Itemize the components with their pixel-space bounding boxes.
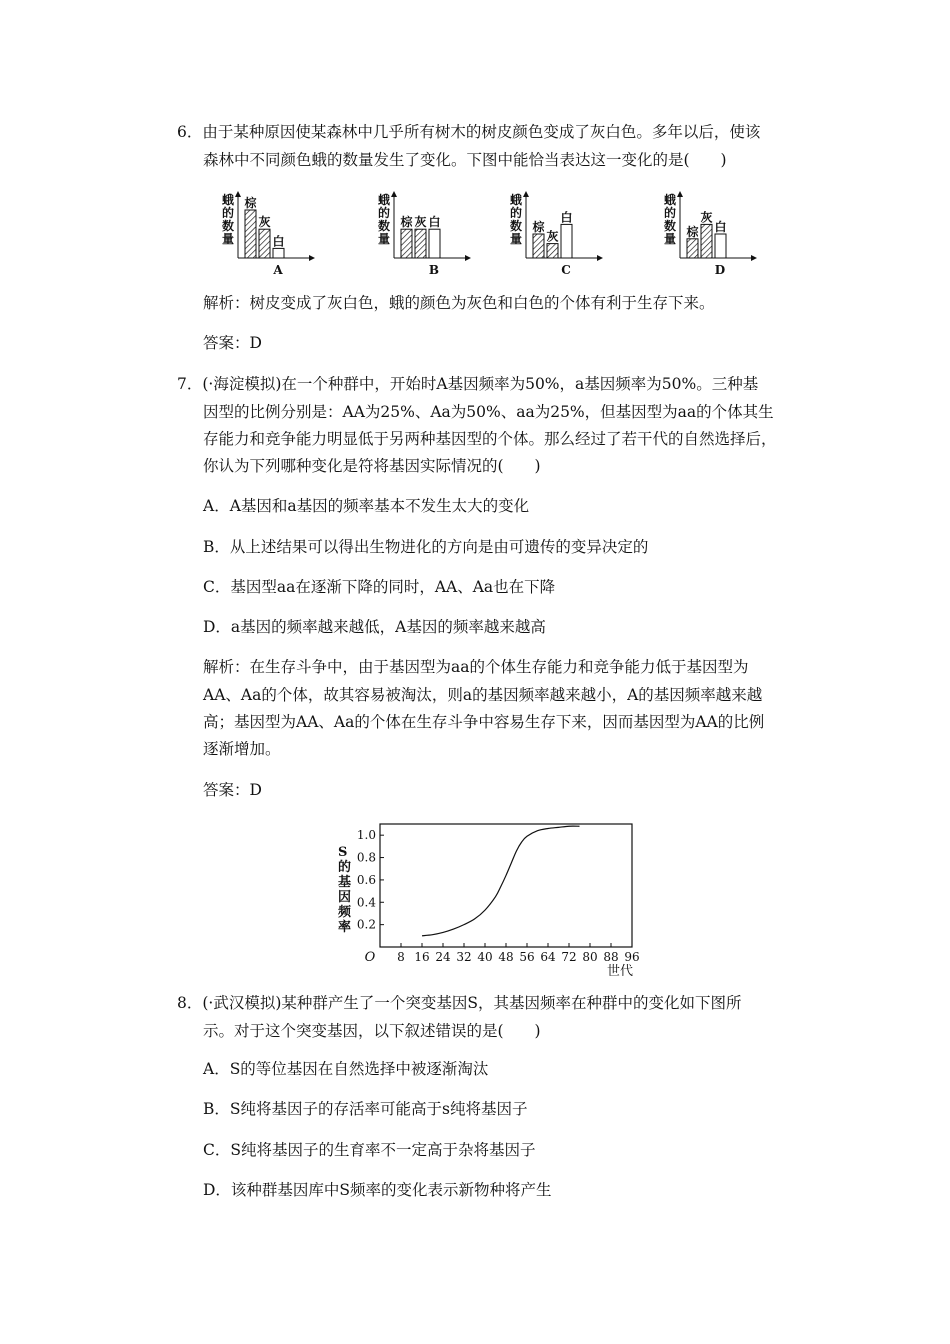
y-label-char: 率 (338, 920, 352, 935)
y-tick-label: 0.4 (356, 895, 376, 910)
y-label-char: 的 (338, 860, 352, 875)
x-tick-label: 56 (519, 950, 535, 964)
x-tick-label: 88 (603, 950, 619, 964)
q6-answer: 答案：D (203, 334, 262, 352)
moth-ylabel-char: 数 (664, 219, 677, 233)
moth-ylabel-char: 量 (378, 232, 391, 246)
moth-bar-棕 (533, 234, 544, 258)
origin-label: O (364, 950, 376, 965)
moth-bar-label: 灰 (258, 215, 271, 230)
moth-bar-label: 灰 (414, 215, 427, 230)
y-tick-label: 0.8 (356, 850, 376, 865)
y-label-char: S (338, 845, 348, 860)
moth-bar-label: 白 (272, 234, 285, 249)
moth-panel-b (378, 192, 470, 277)
x-tick-label: 16 (414, 950, 430, 964)
moth-bar-label: 棕 (532, 220, 545, 234)
moth-bar-灰 (701, 224, 712, 258)
q7-analysis-line-2: AA、Aa的个体，故其容易被淘汰，则a的基因频率越来越小，A的基因频率越来越 (203, 686, 763, 704)
x-tick-label: 40 (477, 950, 493, 964)
moth-ylabel-char: 数 (510, 219, 523, 233)
moth-bar-灰 (415, 229, 426, 258)
moth-ylabel-char: 的 (222, 206, 235, 220)
q8-option-c: C．S纯将基因子的生育率不一定高于杂将基因子 (203, 1141, 536, 1159)
moth-ylabel-char: 数 (378, 219, 391, 233)
q7-analysis-line-3: 高；基因型为AA、Aa的个体在生存斗争中容易生存下来，因而基因型为AA的比例 (203, 713, 765, 731)
q8-stem-line-2: 示。对于这个突变基因，以下叙述错误的是( ) (203, 1022, 541, 1040)
moth-ylabel-char: 蛾 (510, 193, 523, 207)
q8-stem-line-1: 8．(·武汉模拟)某种群产生了一个突变基因S，其基因频率在种群中的变化如下图所 (177, 994, 742, 1012)
q6-stem-line-1: 6．由于某种原因使某森林中几乎所有树木的树皮颜色变成了灰白色。多年以后，使该 (177, 123, 761, 141)
x-tick-label: 96 (624, 950, 640, 964)
moth-bar-label: 白 (428, 215, 441, 230)
y-label-char: 因 (338, 890, 352, 905)
q7-stem-line-1: 7．(·海淀模拟)在一个种群中，开始时A基因频率为50%，a基因频率为50%。三种基 (177, 375, 759, 393)
plot-frame (380, 824, 632, 947)
moth-ylabel-char: 量 (664, 232, 677, 246)
q6-stem-line-2: 森林中不同颜色蛾的数量发生了变化。下图中能恰当表达这一变化的是( ) (203, 151, 727, 169)
x-tick-label: 32 (456, 950, 472, 964)
moth-panel-d (664, 192, 756, 277)
y-tick-label: 1.0 (356, 828, 376, 843)
q7-analysis-line-4: 逐渐增加。 (203, 740, 281, 758)
x-tick-label: 64 (540, 950, 556, 964)
moth-ylabel-char: 的 (378, 206, 391, 220)
moth-panel-a (222, 192, 314, 277)
moth-bar-灰 (259, 229, 270, 258)
moth-bar-label: 棕 (686, 224, 699, 239)
moth-bar-label: 灰 (546, 229, 559, 244)
x-tick-label: 8 (397, 950, 405, 964)
x-tick-label: 48 (498, 950, 514, 964)
moth-panel-label: B (428, 263, 440, 277)
moth-bar-label: 灰 (700, 210, 713, 225)
moth-ylabel-char: 蛾 (222, 193, 235, 207)
moth-ylabel-char: 的 (510, 206, 523, 220)
y-tick-label: 0.2 (356, 917, 376, 932)
x-tick-label: 80 (582, 950, 598, 964)
x-tick-label: 24 (435, 950, 451, 964)
moth-bar-白 (273, 248, 284, 258)
y-tick-label: 0.6 (356, 872, 376, 887)
moth-bar-charts (0, 188, 950, 278)
moth-bar-棕 (245, 210, 256, 258)
q8-option-b: B．S纯将基因子的存活率可能高于s纯将基因子 (203, 1100, 528, 1118)
q7-option-b: B．从上述结果可以得出生物进化的方向是由可遗传的变异决定的 (203, 538, 649, 556)
moth-bar-白 (561, 224, 572, 258)
q7-stem-line-3: 存能力和竞争能力明显低于另两种基因型的个体。那么经过了若干代的自然选择后， (203, 430, 777, 448)
moth-panel-label: C (561, 263, 571, 277)
moth-bar-白 (429, 229, 440, 258)
q7-analysis-line-1: 解析：在生存斗争中，由于基因型为aa的个体生存能力和竞争能力低于基因型为 (203, 658, 749, 676)
moth-ylabel-char: 蛾 (378, 193, 391, 207)
x-axis-label: 世代 (606, 964, 634, 979)
q7-option-d: D．a基因的频率越来越低，A基因的频率越来越高 (203, 618, 546, 636)
moth-ylabel-char: 量 (510, 232, 523, 246)
q7-option-c: C．基因型aa在逐渐下降的同时，AA、Aa也在下降 (203, 578, 556, 596)
moth-ylabel-char: 的 (664, 206, 677, 220)
q7-stem-line-2: 因型的比例分别是：AA为25%、Aa为50%、aa为25%，但基因型为aa的个体其生 (203, 403, 774, 421)
x-tick-label: 72 (561, 950, 577, 964)
moth-ylabel-char: 量 (222, 232, 235, 246)
moth-bar-灰 (547, 244, 558, 258)
q8-option-a: A．S的等位基因在自然选择中被逐渐淘汰 (203, 1060, 489, 1078)
s-frequency-chart (330, 818, 660, 983)
moth-panel-label: D (714, 263, 726, 277)
moth-ylabel-char: 蛾 (664, 193, 677, 207)
q7-stem-line-4: 你认为下列哪种变化是符将基因实际情况的( ) (203, 457, 541, 475)
q8-option-d: D．该种群基因库中S频率的变化表示新物种将产生 (203, 1181, 552, 1199)
moth-bar-棕 (687, 239, 698, 258)
moth-ylabel-char: 数 (222, 219, 235, 233)
q6-analysis: 解析：树皮变成了灰白色，蛾的颜色为灰色和白色的个体有利于生存下来。 (203, 294, 715, 312)
q7-option-a: A．A基因和a基因的频率基本不发生太大的变化 (203, 497, 530, 515)
s-frequency-line (422, 826, 580, 936)
moth-bar-棕 (401, 229, 412, 258)
moth-panel-label: A (273, 263, 283, 277)
moth-bar-白 (715, 234, 726, 258)
q7-answer: 答案：D (203, 781, 262, 799)
moth-bar-label: 棕 (244, 196, 257, 210)
moth-panel-c (510, 192, 602, 277)
moth-bar-label: 棕 (400, 215, 413, 230)
y-label-char: 基 (338, 875, 352, 890)
moth-bar-label: 白 (714, 220, 727, 234)
moth-bar-label: 白 (560, 210, 573, 225)
y-label-char: 频 (338, 905, 352, 920)
